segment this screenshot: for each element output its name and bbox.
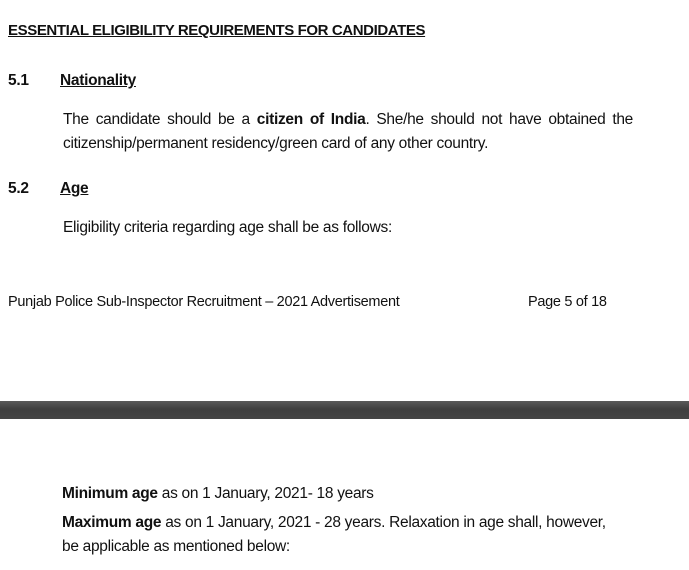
maximum-age-paragraph: [62, 511, 622, 559]
nationality-text-bold: citizen of India: [256, 111, 366, 128]
page-number: Page 5 of 18: [528, 294, 607, 310]
age-intro-text: Eligibility criteria regarding age shall be as follows:: [63, 219, 392, 236]
maximum-age-label: Maximum age: [62, 514, 162, 531]
section-number-nationality: 5.1: [8, 72, 29, 89]
section-number-age: 5.2: [8, 180, 29, 197]
minimum-age-label: Minimum age: [62, 485, 158, 502]
nationality-text-start: The candidate should be a: [63, 111, 257, 128]
page-separator: [0, 401, 689, 419]
maximum-age-text: as on 1 January, 2021 - 28 years. Relaxation in age shall, however, be applicable as mentioned below:: [62, 514, 606, 555]
page-footer-title: Punjab Police Sub-Inspector Recruitment – 2021 Advertisement: [8, 294, 400, 310]
section-title-age: Age: [60, 180, 89, 197]
minimum-age-line: [62, 482, 374, 506]
document-heading: ESSENTIAL ELIGIBILITY REQUIREMENTS FOR CANDIDATES: [8, 22, 426, 39]
section-title-nationality: Nationality: [60, 72, 136, 89]
nationality-text-end: . She/he should not have obtained the citizenship/permanent residency/green card of any other country.: [63, 111, 633, 152]
nationality-paragraph: [63, 108, 633, 156]
minimum-age-text: as on 1 January, 2021- 18 years: [157, 485, 374, 502]
